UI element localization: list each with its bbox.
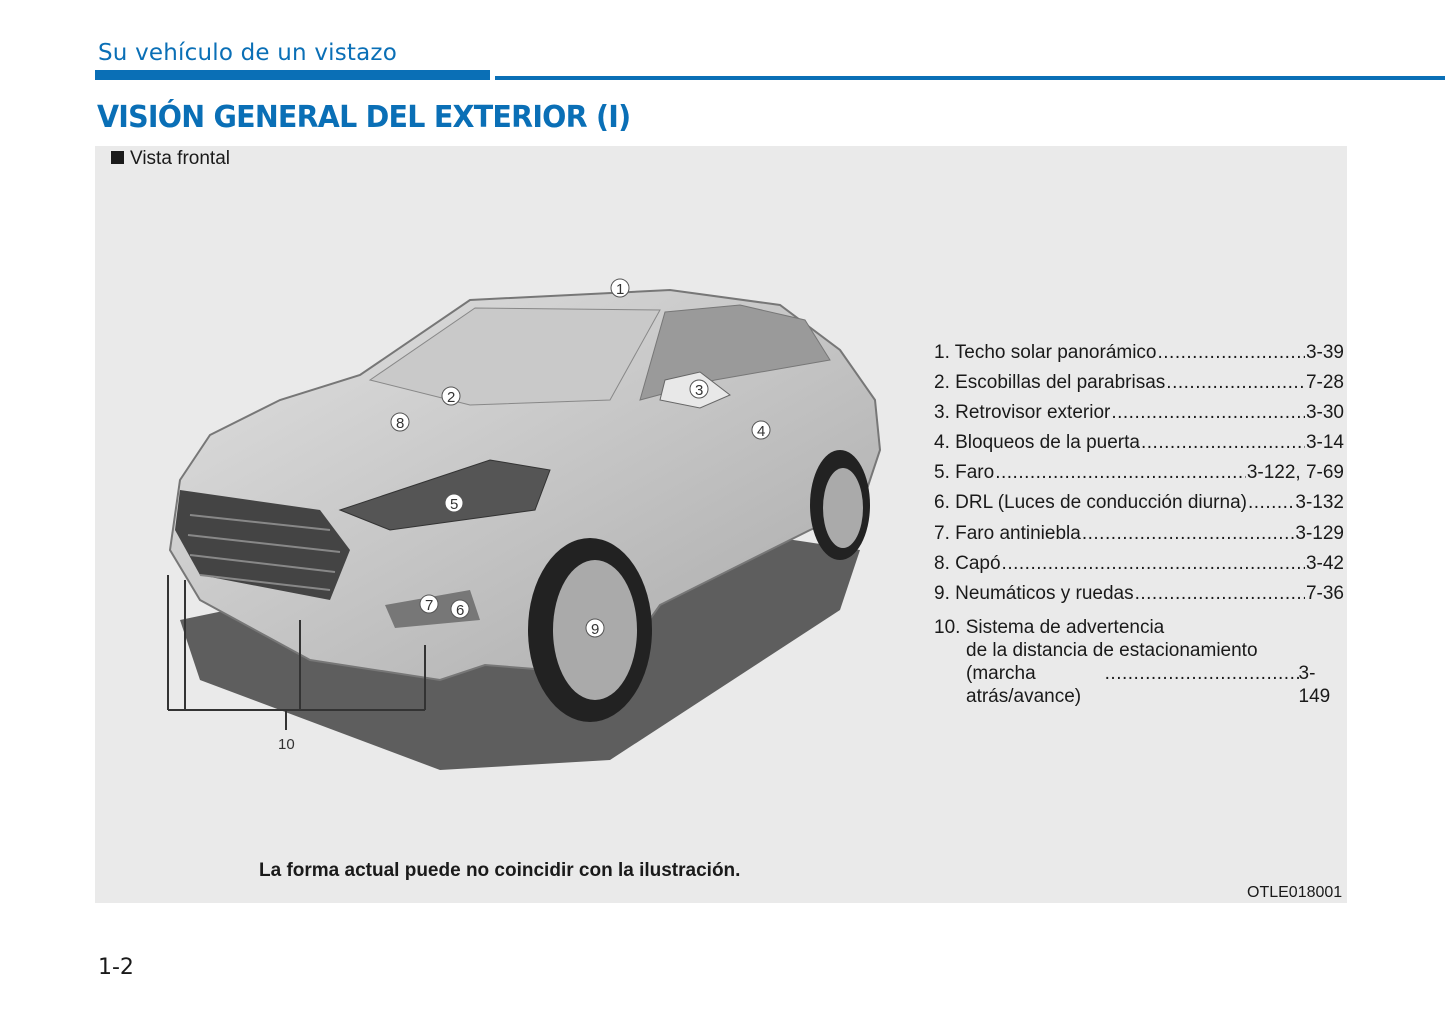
list-item: 3. Retrovisor exterior ..... 3-30 bbox=[934, 402, 1344, 432]
list-item: 5. Faro ..... 3-122, 7-69 bbox=[934, 462, 1344, 492]
svg-text:3: 3 bbox=[695, 382, 704, 399]
car-illustration bbox=[140, 260, 885, 780]
square-bullet-icon bbox=[111, 151, 124, 164]
header-rule-thin bbox=[495, 76, 1445, 80]
section-title: Su vehículo de un vistazo bbox=[98, 40, 397, 66]
page-ref: 3-122, 7-69 bbox=[1246, 462, 1344, 484]
page-ref: 3-14 bbox=[1305, 432, 1344, 454]
svg-text:7: 7 bbox=[425, 597, 434, 614]
page-ref: 3-42 bbox=[1305, 552, 1344, 574]
svg-text:2: 2 bbox=[447, 389, 456, 406]
page-ref: 3-30 bbox=[1305, 402, 1344, 424]
svg-text:5: 5 bbox=[450, 496, 459, 513]
parts-list bbox=[934, 342, 1344, 613]
view-label bbox=[111, 148, 230, 170]
page-ref: 3-132 bbox=[1295, 492, 1344, 514]
svg-text:4: 4 bbox=[757, 423, 766, 440]
list-item: 2. Escobillas del parabrisas ..... 7-28 bbox=[934, 372, 1344, 402]
svg-text:10: 10 bbox=[278, 736, 295, 753]
list-item: 4. Bloqueos de la puerta ..... 3-14 bbox=[934, 432, 1344, 462]
page-title: VISIÓN GENERAL DEL EXTERIOR (I) bbox=[97, 100, 631, 135]
image-code: OTLE018001 bbox=[1247, 884, 1343, 901]
view-label-text: Vista frontal bbox=[130, 148, 230, 169]
page-ref: 3-129 bbox=[1295, 522, 1344, 544]
list-item: 7. Faro antiniebla ..... 3-129 bbox=[934, 523, 1344, 553]
page-ref: 7-36 bbox=[1305, 582, 1344, 604]
svg-text:9: 9 bbox=[591, 621, 600, 638]
svg-text:1: 1 bbox=[616, 281, 625, 298]
list-item: 8. Capó ..... 3-42 bbox=[934, 553, 1344, 583]
svg-text:6: 6 bbox=[456, 602, 465, 619]
page-ref: 3-149 bbox=[1298, 663, 1331, 707]
header-rule-thick bbox=[95, 70, 490, 80]
svg-text:8: 8 bbox=[396, 415, 405, 432]
page-number: 1-2 bbox=[98, 955, 134, 980]
page-ref: 3-39 bbox=[1305, 342, 1344, 363]
list-item: 6. DRL (Luces de conducción diurna) ..... 3-132 bbox=[934, 492, 1344, 522]
callout-10 bbox=[278, 736, 295, 753]
list-item: 9. Neumáticos y ruedas ..... 7-36 bbox=[934, 583, 1344, 613]
figure-disclaimer: La forma actual puede no coincidir con la ilustración. bbox=[259, 860, 741, 881]
list-item: 1. Techo solar panorámico ..... 3-39 bbox=[934, 342, 1344, 372]
list-item-10: 10. Sistema de advertencia de la distancia de estacionamiento (marcha atrás/avance) ..... 3-149 bbox=[934, 616, 1334, 708]
page-ref: 7-28 bbox=[1305, 372, 1344, 394]
